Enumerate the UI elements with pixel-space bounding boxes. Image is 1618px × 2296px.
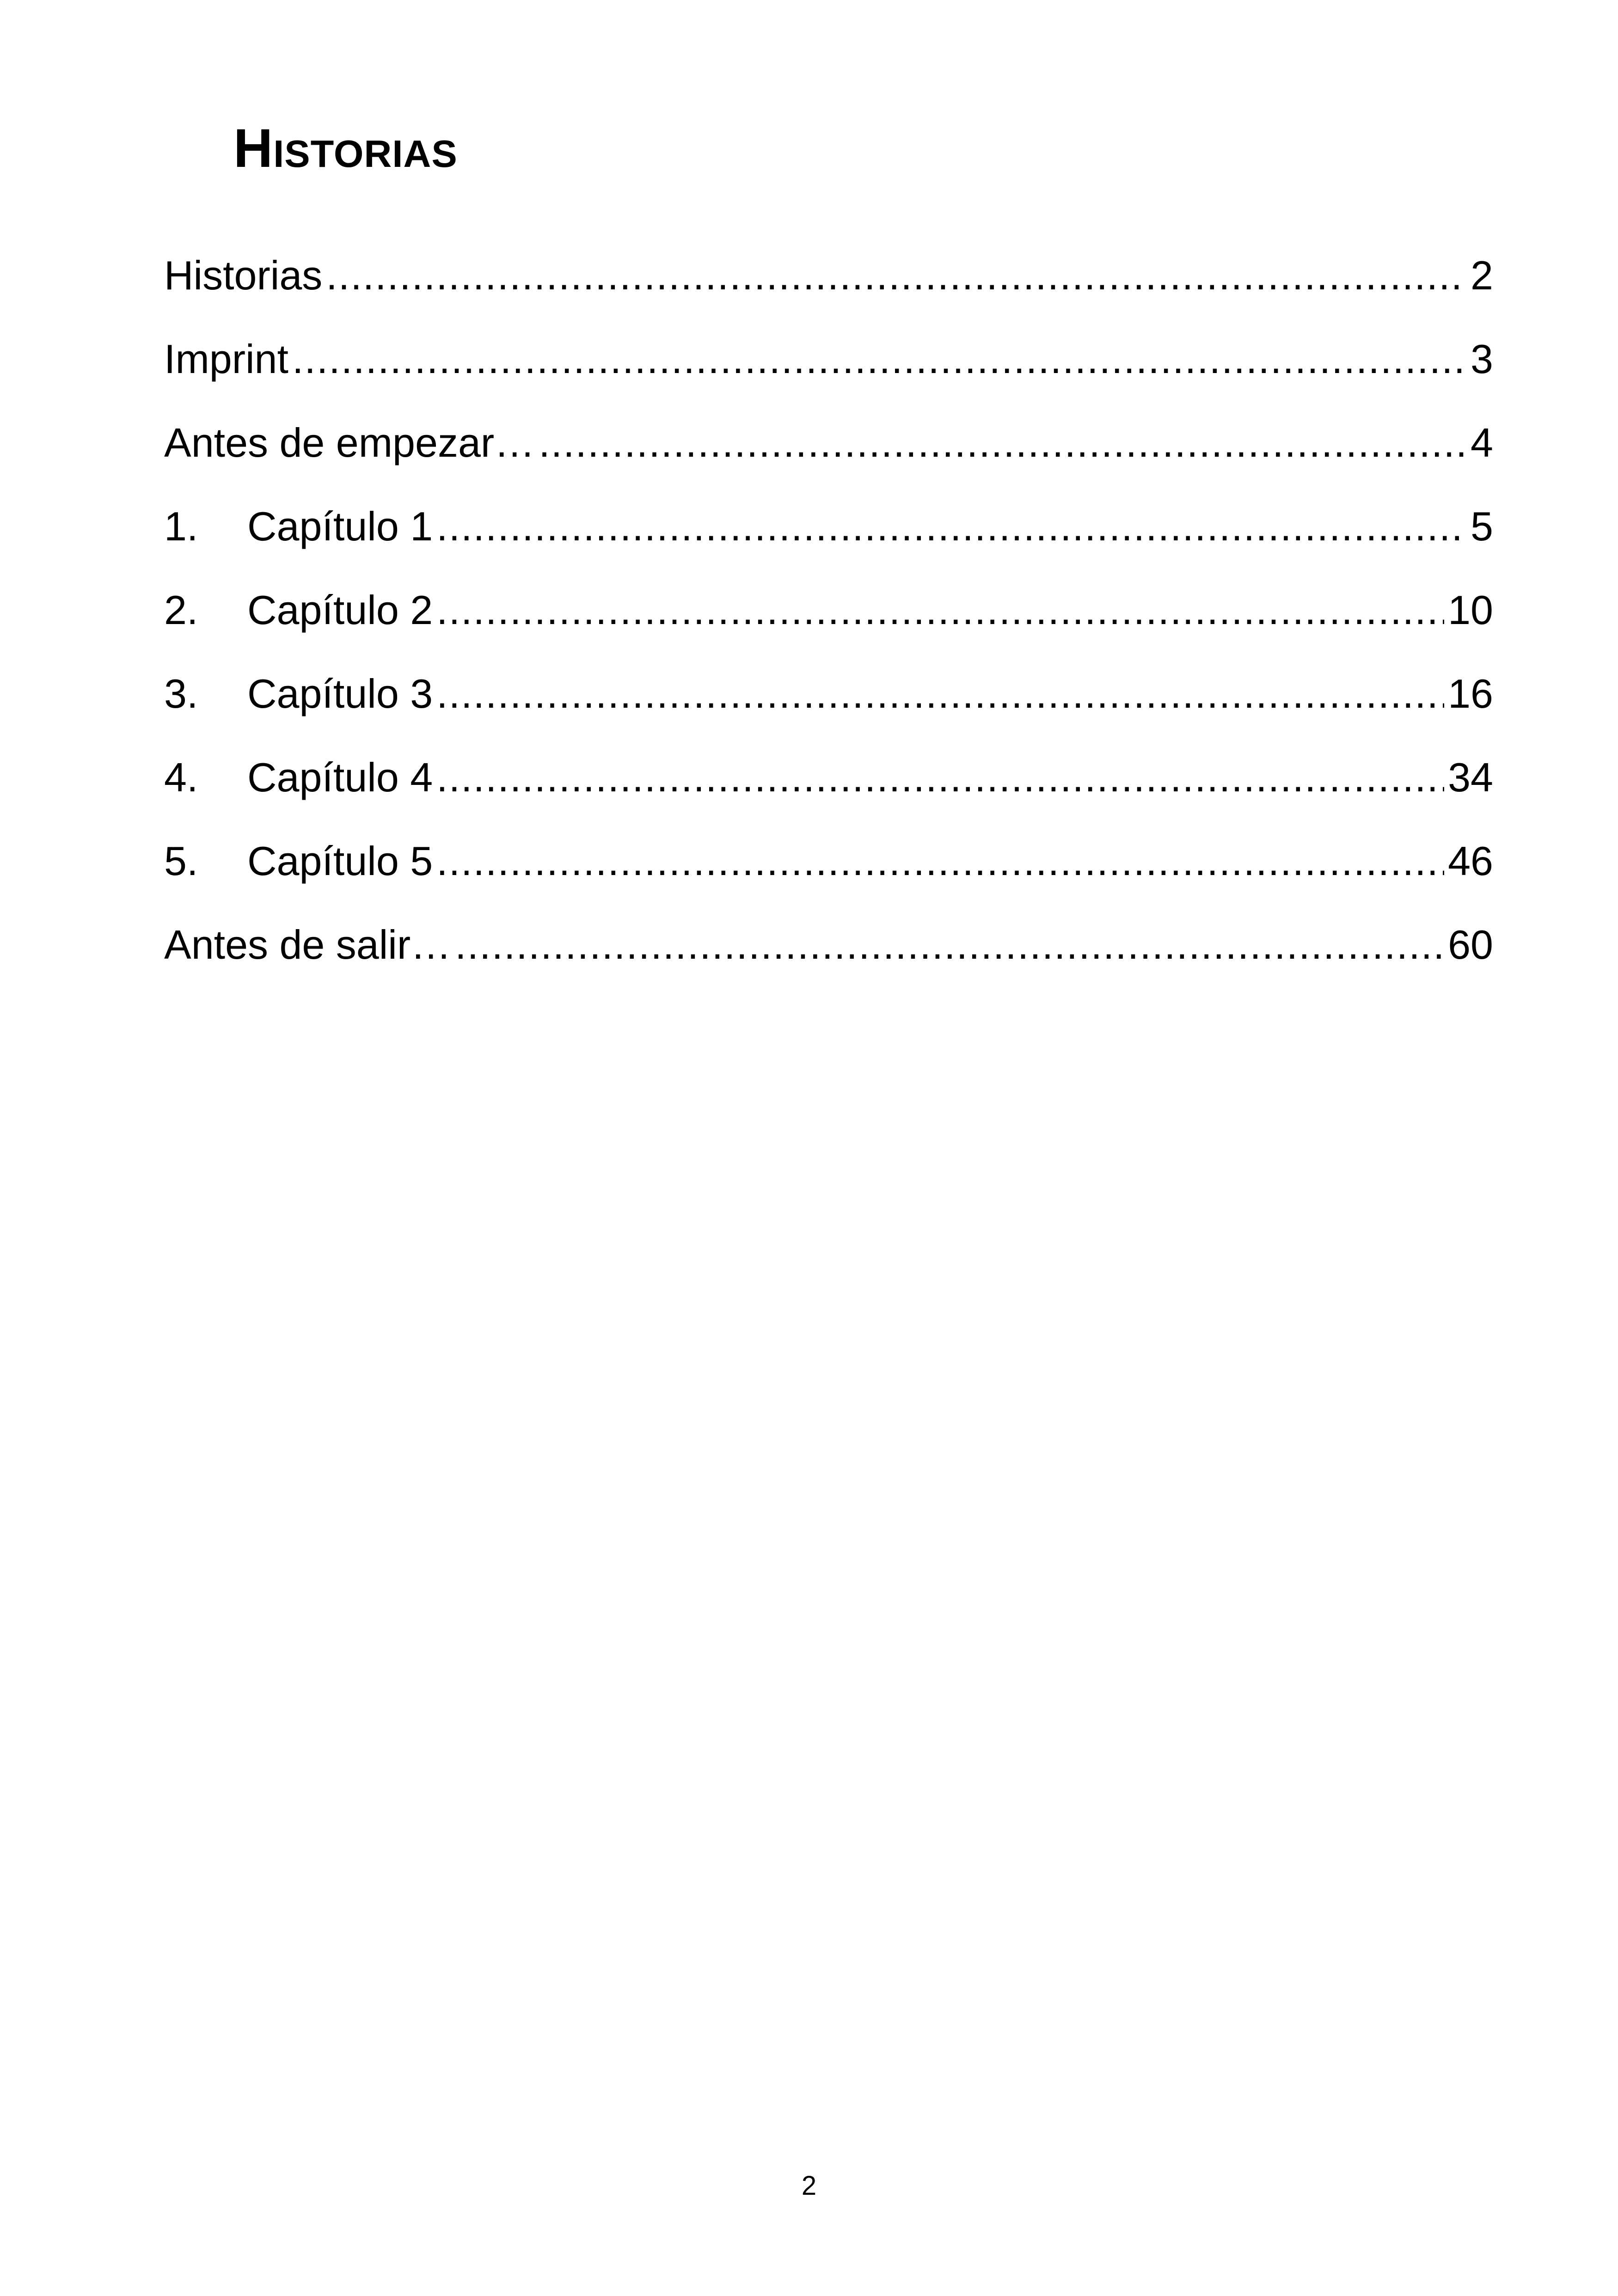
toc-entry-page: 60: [1448, 922, 1493, 967]
toc-entry-page: 46: [1448, 838, 1493, 884]
toc-entry-number: 1.: [164, 503, 198, 549]
toc-entry-page: 34: [1448, 754, 1493, 800]
toc-entry-label: Historias: [164, 252, 323, 298]
toc-dot-leader: [436, 673, 1444, 714]
toc-entry-label: Capítulo 4: [247, 754, 433, 800]
toc-entry-page: 10: [1448, 587, 1493, 633]
toc-dot-leader: [436, 757, 1444, 798]
toc-entry-capitulo-5[interactable]: [164, 838, 1493, 925]
toc-entry-number: 2.: [164, 587, 198, 633]
toc-entry-label: Imprint: [164, 336, 288, 382]
toc-entry-label: Antes de empezar…: [164, 420, 535, 465]
toc-entry-capitulo-3[interactable]: [164, 673, 1493, 757]
toc-entry-number: 4.: [164, 754, 198, 800]
toc-entry-page: 2: [1471, 252, 1493, 298]
toc-dot-leader: [455, 925, 1444, 965]
toc-entry-page: 5: [1471, 503, 1493, 549]
toc-entry-antes-de-empezar[interactable]: [164, 422, 1493, 506]
toc-entry-historias[interactable]: [164, 252, 1493, 339]
toc-dot-leader: [436, 506, 1467, 547]
toc-entry-page: 4: [1471, 420, 1493, 465]
table-of-contents: [164, 252, 1493, 1008]
toc-entry-label: Capítulo 5: [247, 838, 433, 884]
toc-title: Historias: [233, 118, 458, 179]
page-number: 2: [801, 2171, 817, 2201]
toc-entry-imprint[interactable]: [164, 336, 1493, 422]
toc-entry-label: Capítulo 2: [247, 587, 433, 633]
toc-dot-leader: [539, 422, 1467, 463]
toc-entry-number: 5.: [164, 838, 198, 884]
toc-entry-label: Antes de salir…: [164, 922, 452, 967]
toc-entry-page: 3: [1471, 336, 1493, 382]
toc-entry-label: Capítulo 1: [247, 503, 433, 549]
toc-entry-label: Capítulo 3: [247, 671, 433, 716]
toc-entry-number: 3.: [164, 671, 198, 716]
toc-entry-capitulo-1[interactable]: [164, 503, 1493, 590]
toc-entry-capitulo-4[interactable]: [164, 754, 1493, 841]
toc-entry-capitulo-2[interactable]: [164, 587, 1493, 673]
toc-dot-leader: [436, 841, 1444, 882]
toc-entry-antes-de-salir[interactable]: [164, 922, 1493, 1008]
toc-dot-leader: [292, 339, 1467, 380]
toc-dot-leader: [436, 590, 1444, 631]
toc-entry-page: 16: [1448, 671, 1493, 716]
toc-dot-leader: [326, 255, 1467, 296]
